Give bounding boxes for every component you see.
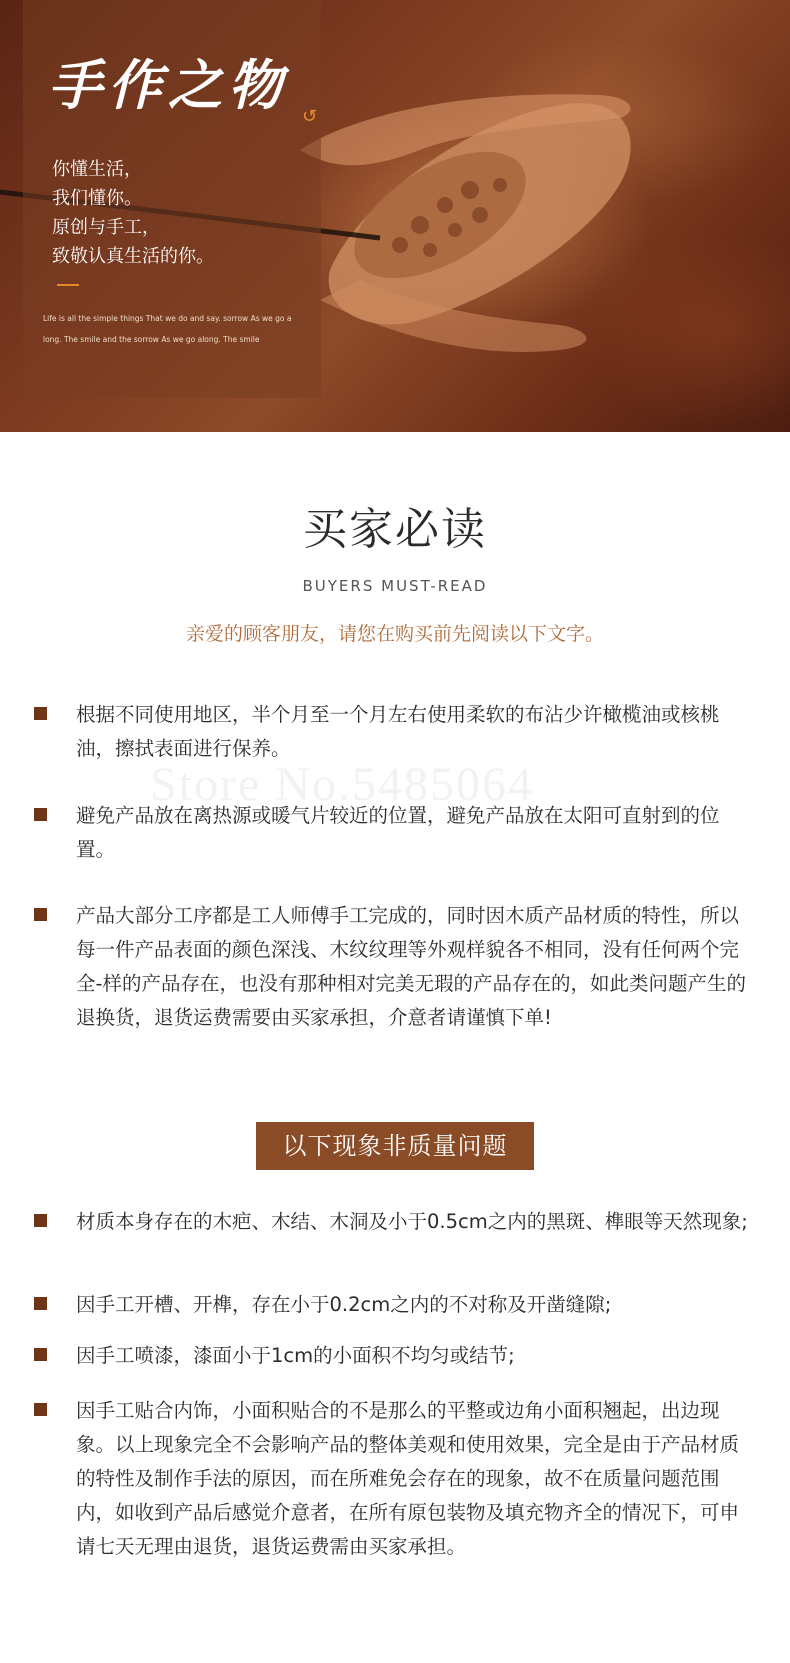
bullet-square-icon xyxy=(34,1348,47,1361)
bullet-square-icon xyxy=(34,707,47,720)
bullet-square-icon xyxy=(34,908,47,921)
bullet-square-icon xyxy=(34,808,47,821)
hero-divider xyxy=(57,284,79,286)
section-title: 买家必读 xyxy=(303,504,487,555)
bullet-square-icon xyxy=(34,1214,47,1227)
slogan-line: 我们懂你。 xyxy=(52,188,142,209)
hero-title: 手作之物 xyxy=(48,53,288,117)
slogan-line: 原创与手工， xyxy=(52,217,160,238)
quality-item: 材质本身存在的木疤、木结、木洞及小于0.5cm之内的黑斑、榫眼等天然现象; xyxy=(76,1210,748,1233)
care-note: 根据不同使用地区，半个月至一个月左右使用柔软的布沾少许橄榄油或核桃油，擦拭表面进行保养。 xyxy=(76,703,720,760)
slogan-line: 致敬认真生活的你。 xyxy=(52,246,214,267)
quality-item: 因手工喷漆，漆面小于1cm的小面积不均匀或结节; xyxy=(76,1344,515,1367)
quality-section-title: 以下现象非质量问题 xyxy=(256,1122,534,1170)
slogan-line: 你懂生活， xyxy=(52,159,142,180)
care-note: 产品大部分工序都是工人师傅手工完成的，同时因木质产品材质的特性，所以每一件产品表面的颜色深浅、木纹纹理等外观样貌各不相同，没有任何两个完全-样的产品存在，也没有那种相对完美无瑕的产品存在的，如此类问题产生的退换货，退货运费需要由买家承担，介意者请谨慎下单! xyxy=(76,904,747,1029)
quality-item: 因手工贴合内饰，小面积贴合的不是那么的平整或边角小面积翘起，出边现象。以上现象完全不会影响产品的整体美观和使用效果，完全是由于产品材质的特性及制作手法的原因，而在所难免会存在的现象，故不在质量问题范围内，如收到产品后感觉介意者，在所有原包装物及填充物齐全的情况下，可申请七天无理由退货，退货运费需由买家承担。 xyxy=(76,1399,740,1558)
care-note: 避免产品放在离热源或暖气片较近的位置，避免产品放在太阳可直射到的位置。 xyxy=(76,804,720,861)
quality-item: 因手工开槽、开榫，存在小于0.2cm之内的不对称及开凿缝隙; xyxy=(76,1293,612,1316)
hero-english-text: Life is all the simple things That we do and say. sorrow As we go a long. The smile and the sorrow As we go along. The smile xyxy=(43,314,292,344)
bullet-square-icon xyxy=(34,1297,47,1310)
intro-text: 亲爱的顾客朋友，请您在购买前先阅读以下文字。 xyxy=(185,623,604,645)
hero-slogan xyxy=(52,155,214,271)
store-watermark: Store No.5485064 xyxy=(150,758,534,811)
swirl-icon: ↺ xyxy=(302,106,318,127)
bullet-square-icon xyxy=(34,1403,47,1416)
hero-banner xyxy=(0,0,790,432)
section-subtitle: BUYERS MUST-READ xyxy=(302,577,488,595)
